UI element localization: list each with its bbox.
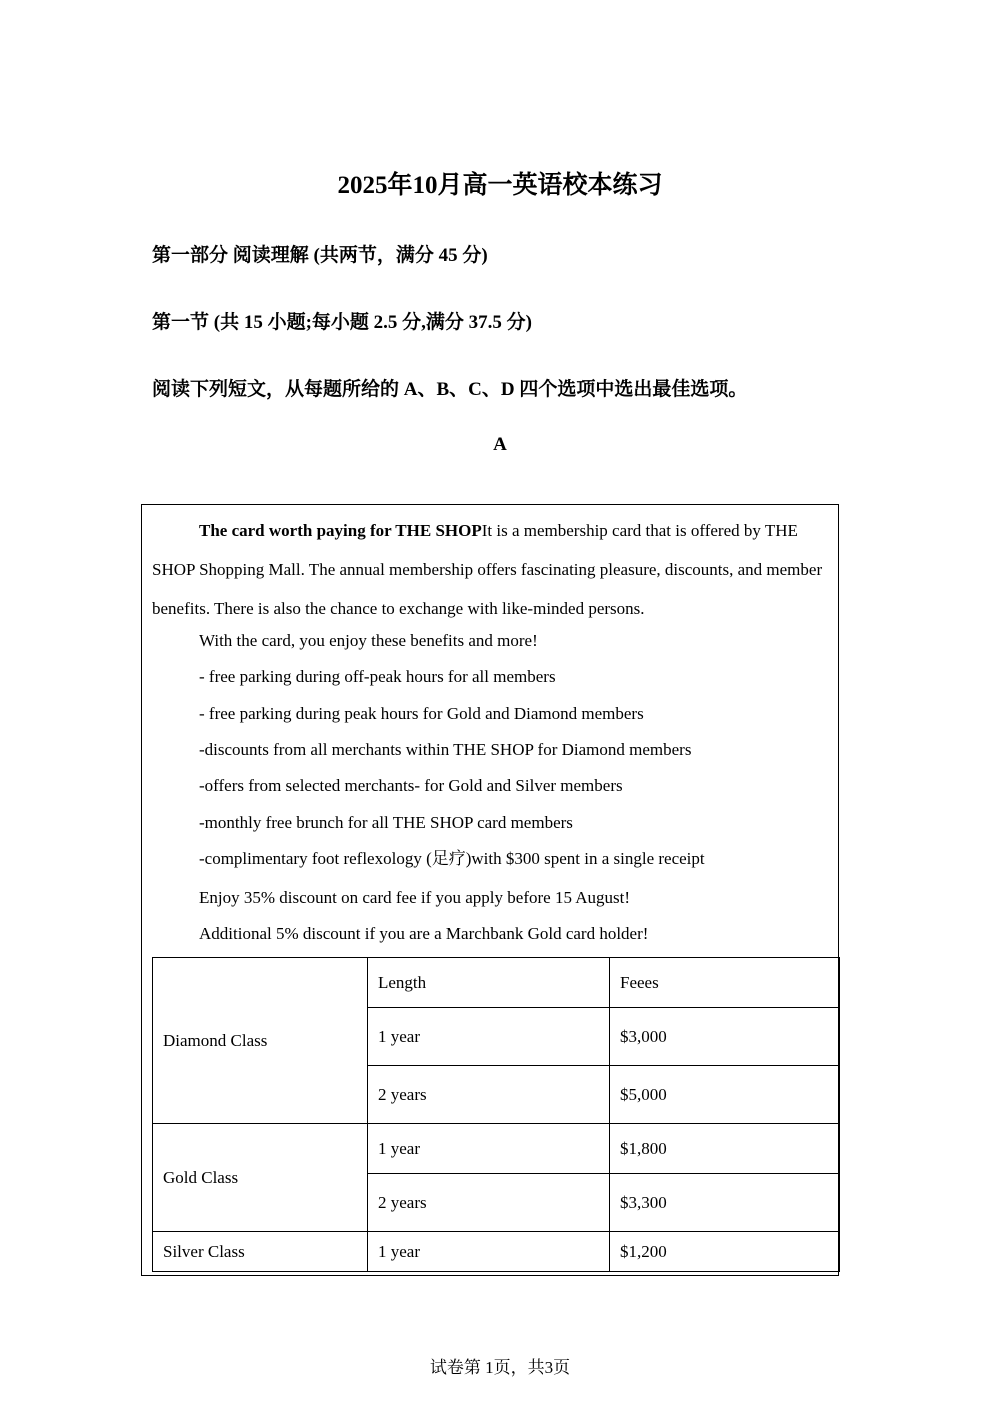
benefit-line: With the card, you enjoy these benefits and more! [199, 631, 538, 650]
fee-cell: $3,000 [610, 1008, 840, 1066]
length-cell: 2 years [368, 1066, 610, 1124]
passage-intro [152, 511, 828, 628]
fee-cell: $5,000 [610, 1066, 840, 1124]
passage-bold-title: The card worth paying for THE SHOP [199, 521, 482, 540]
class-cell: Gold Class [153, 1124, 368, 1232]
length-cell: 1 year [368, 1008, 610, 1066]
page-title: 2025年10月高一英语校本练习 [337, 172, 663, 199]
fees-table [152, 957, 840, 1272]
instruction-text: 阅读下列短文，从每题所给的 A、B、C、D 四个选项中选出最佳选项。 [152, 379, 748, 400]
section-heading: 第一节 (共 15 小题;每小题 2.5 分,满分 37.5 分) [152, 312, 532, 333]
class-cell: Diamond Class [153, 958, 368, 1124]
part-heading: 第一部分 阅读理解 (共两节，满分 45 分) [152, 245, 488, 266]
length-cell: 2 years [368, 1174, 610, 1232]
length-cell: 1 year [368, 1124, 610, 1174]
benefit-line: -monthly free brunch for all THE SHOP card members [199, 813, 573, 832]
benefit-line: -discounts from all merchants within THE SHOP for Diamond members [199, 740, 692, 759]
table-row [153, 1232, 840, 1272]
passage-letter: A [493, 434, 507, 455]
fee-cell: $3,300 [610, 1174, 840, 1232]
benefit-line: -offers from selected merchants- for Gold and Silver members [199, 776, 623, 795]
discount-line: Additional 5% discount if you are a Marchbank Gold card holder! [199, 924, 649, 943]
header-length: Length [368, 958, 610, 1008]
length-cell: 1 year [368, 1232, 610, 1272]
benefit-line: - free parking during off-peak hours for all members [199, 667, 556, 686]
page-footer: 试卷第 1页，共3页 [429, 1358, 571, 1377]
header-fees: Feees [610, 958, 840, 1008]
discount-line: Enjoy 35% discount on card fee if you apply before 15 August! [199, 888, 631, 907]
table-row [153, 1124, 840, 1174]
passage-intro-text: It is a membership card that is offered by THE SHOP Shopping Mall. The annual membership offers fascinating pleasure, discounts, and member benefits. There is also the chance to exchange with like-minded persons. [152, 521, 823, 618]
benefit-line: - free parking during peak hours for Gold and Diamond members [199, 704, 644, 723]
benefit-line: -complimentary foot reflexology (足疗)with $300 spent in a single receipt [199, 849, 705, 868]
passage-box [141, 504, 839, 1276]
class-cell: Silver Class [153, 1232, 368, 1272]
fee-cell: $1,800 [610, 1124, 840, 1174]
fee-cell: $1,200 [610, 1232, 840, 1272]
table-row [153, 958, 840, 1008]
